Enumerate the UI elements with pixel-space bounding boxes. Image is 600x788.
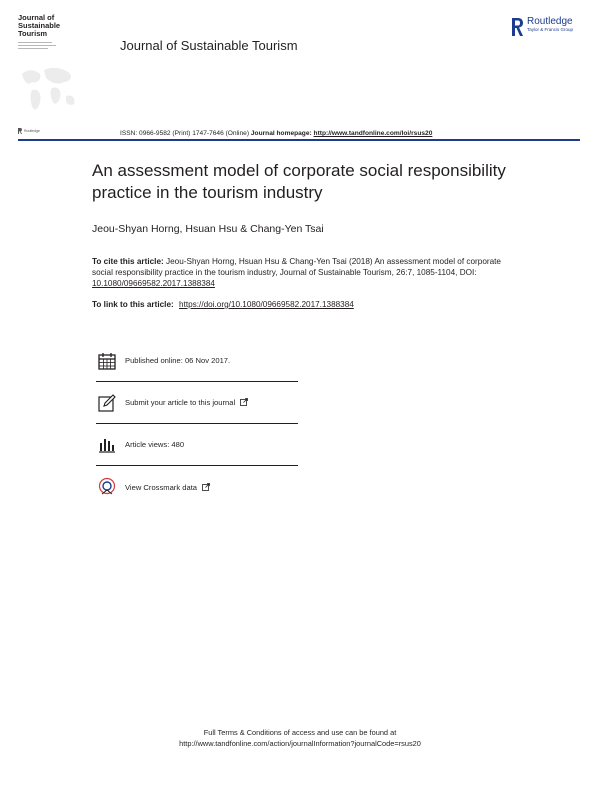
- views-row: [96, 424, 298, 466]
- publisher-name: Routledge: [527, 16, 573, 27]
- citation-label: To cite this article:: [92, 257, 164, 266]
- article-views: Article views: 480: [125, 440, 185, 449]
- publisher-logo[interactable]: [510, 16, 573, 38]
- small-publisher-mark: [18, 128, 42, 134]
- journal-cover-thumbnail: [18, 14, 80, 126]
- publisher-subtitle: Taylor & Francis Group: [527, 27, 574, 32]
- submit-label: Submit your article to this journal: [125, 398, 236, 407]
- routledge-r-icon: [510, 16, 524, 38]
- external-link-icon: [202, 483, 210, 491]
- article-link-line: [92, 300, 354, 309]
- small-publisher-text: Routledge: [24, 129, 40, 133]
- crossmark-row[interactable]: [96, 466, 298, 508]
- header-divider: [18, 139, 580, 141]
- homepage-label: Journal homepage:: [250, 130, 312, 137]
- crossmark-label: View Crossmark data: [125, 482, 198, 492]
- article-doi-url[interactable]: https://doi.org/10.1080/09669582.2017.1388384: [179, 300, 354, 309]
- homepage-link[interactable]: http://www.tandfonline.com/loi/rsus20: [313, 130, 433, 137]
- citation-text: Jeou-Shyan Horng, Hsuan Hsu & Chang-Yen Tsai (2018) An assessment model of corporate social responsibility practice in the tourism industry, Journal of Sustainable Tourism, 26:7, 1085-1104, DOI:: [92, 257, 501, 277]
- issn-line: [120, 130, 432, 137]
- published-date: Published online: 06 Nov 2017.: [125, 356, 231, 365]
- submit-article-link[interactable]: [125, 398, 248, 407]
- footer: [0, 727, 600, 749]
- citation-block: [92, 256, 512, 289]
- submit-row[interactable]: [96, 382, 298, 424]
- link-label: To link to this article:: [92, 300, 174, 309]
- small-r-icon: [18, 128, 22, 134]
- cover-lines: [18, 42, 80, 49]
- world-map-icon: [18, 60, 80, 120]
- footer-terms: Full Terms & Conditions of access and use can be found at: [203, 728, 397, 737]
- article-meta-list: [96, 340, 298, 508]
- published-row: [96, 340, 298, 382]
- pencil-icon: [96, 393, 118, 413]
- article-authors: Jeou-Shyan Horng, Hsuan Hsu & Chang-Yen Tsai: [92, 223, 324, 235]
- external-link-icon: [240, 398, 248, 406]
- article-title: An assessment model of corporate social responsibility practice in the tourism industry: [92, 161, 506, 202]
- cover-title: Journal of Sustainable Tourism: [18, 13, 61, 38]
- bar-chart-icon: [96, 435, 118, 455]
- footer-terms-link[interactable]: http://www.tandfonline.com/action/journalInformation?journalCode=rsus20: [179, 739, 421, 748]
- calendar-icon: [96, 351, 118, 371]
- crossmark-icon: [96, 477, 118, 497]
- citation-doi-link[interactable]: 10.1080/09669582.2017.1388384: [92, 279, 215, 288]
- journal-name: Journal of Sustainable Tourism: [120, 38, 298, 53]
- issn-text: ISSN: 0966-9582 (Print) 1747-7646 (Online): [120, 130, 250, 137]
- crossmark-link[interactable]: [125, 483, 210, 492]
